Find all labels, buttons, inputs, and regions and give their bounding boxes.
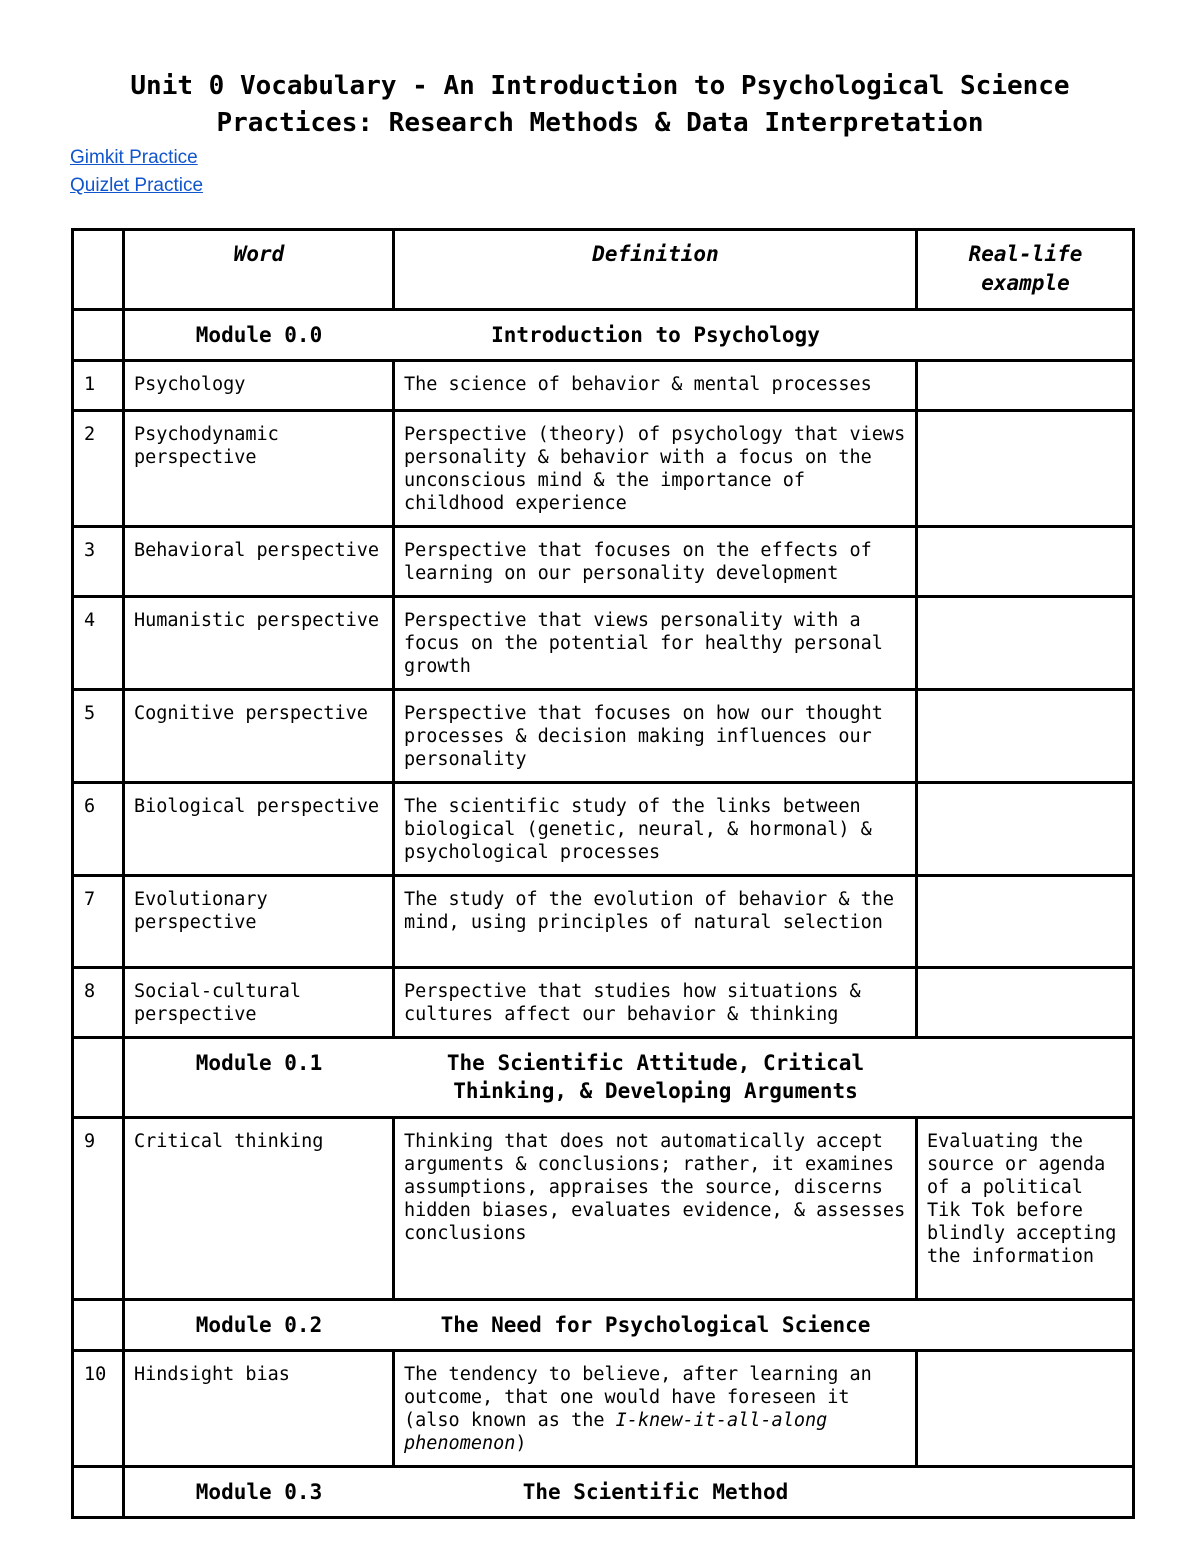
term-word: Biological perspective	[124, 783, 394, 876]
module-label: Module 0.1	[124, 1038, 394, 1118]
term-word: Social-cultural perspective	[124, 968, 394, 1038]
practice-links	[70, 144, 203, 200]
term-example[interactable]: Evaluating the source or agenda of a political Tik Tok before blindly accepting the information	[917, 1118, 1134, 1300]
table-header-row	[73, 230, 1134, 310]
definition-text: The tendency to believe, after learning an outcome, that one would have foreseen it (also known as the	[404, 1364, 872, 1431]
term-number: 5	[73, 690, 124, 783]
term-word: Humanistic perspective	[124, 597, 394, 690]
table-row	[73, 690, 1134, 783]
term-definition: Perspective that focuses on the effects of learning on our personality development	[394, 527, 917, 597]
term-definition: The study of the evolution of behavior & the mind, using principles of natural selection	[394, 876, 917, 968]
module-number-cell	[73, 1038, 124, 1118]
module-example-cell	[917, 1300, 1134, 1351]
table-row	[73, 411, 1134, 527]
module-example-cell	[917, 1038, 1134, 1118]
header-example: Real-life example	[917, 230, 1134, 310]
header-word: Word	[124, 230, 394, 310]
module-row	[73, 1467, 1134, 1518]
term-example[interactable]	[917, 690, 1134, 783]
term-word: Evolutionary perspective	[124, 876, 394, 968]
module-title: The Scientific Method	[394, 1467, 917, 1518]
term-number: 8	[73, 968, 124, 1038]
table-row	[73, 876, 1134, 968]
header-definition: Definition	[394, 230, 917, 310]
term-example[interactable]	[917, 968, 1134, 1038]
term-example[interactable]	[917, 1351, 1134, 1467]
term-word: Critical thinking	[124, 1118, 394, 1300]
module-title: Introduction to Psychology	[394, 310, 917, 361]
term-example[interactable]	[917, 876, 1134, 968]
term-word: Cognitive perspective	[124, 690, 394, 783]
module-title: The Need for Psychological Science	[394, 1300, 917, 1351]
term-word: Psychodynamic perspective	[124, 411, 394, 527]
module-number-cell	[73, 310, 124, 361]
term-example[interactable]	[917, 597, 1134, 690]
term-example[interactable]	[917, 411, 1134, 527]
term-definition: Perspective that views personality with a focus on the potential for healthy personal growth	[394, 597, 917, 690]
term-number: 9	[73, 1118, 124, 1300]
term-number: 2	[73, 411, 124, 527]
term-number: 4	[73, 597, 124, 690]
table-row	[73, 968, 1134, 1038]
term-example[interactable]	[917, 527, 1134, 597]
definition-italic-term: I-knew-it-all-along phenomenon	[404, 1410, 828, 1454]
table-row	[73, 783, 1134, 876]
term-number: 1	[73, 361, 124, 411]
title-line-1: Unit 0 Vocabulary - An Introduction to Psychological Science	[130, 71, 1070, 101]
term-definition: The science of behavior & mental processes	[394, 361, 917, 411]
header-number	[73, 230, 124, 310]
definition-text-end: )	[515, 1433, 527, 1454]
term-number: 6	[73, 783, 124, 876]
title-line-2: Practices: Research Methods & Data Interpretation	[216, 108, 984, 138]
table-row	[73, 597, 1134, 690]
term-example[interactable]	[917, 783, 1134, 876]
module-row	[73, 1038, 1134, 1118]
table-row	[73, 1351, 1134, 1467]
term-example[interactable]	[917, 361, 1134, 411]
module-row	[73, 1300, 1134, 1351]
module-number-cell	[73, 1467, 124, 1518]
term-definition: Thinking that does not automatically accept arguments & conclusions; rather, it examines assumptions, appraises the source, discerns hidden biases, evaluates evidence, & assesses conclusions	[394, 1118, 917, 1300]
term-word: Psychology	[124, 361, 394, 411]
term-number: 3	[73, 527, 124, 597]
module-title: The Scientific Attitude, Critical Thinking, & Developing Arguments	[394, 1038, 917, 1118]
module-label: Module 0.0	[124, 310, 394, 361]
module-row	[73, 310, 1134, 361]
table-row	[73, 1118, 1134, 1300]
module-label: Module 0.3	[124, 1467, 394, 1518]
term-definition: Perspective (theory) of psychology that views personality & behavior with a focus on the unconscious mind & the importance of childhood experience	[394, 411, 917, 527]
vocabulary-table	[71, 228, 1135, 1519]
term-word: Behavioral perspective	[124, 527, 394, 597]
term-definition: Perspective that studies how situations & cultures affect our behavior & thinking	[394, 968, 917, 1038]
module-label: Module 0.2	[124, 1300, 394, 1351]
table-row	[73, 527, 1134, 597]
term-definition: Perspective that focuses on how our thought processes & decision making influences our personality	[394, 690, 917, 783]
term-definition: The scientific study of the links between biological (genetic, neural, & hormonal) & psychological processes	[394, 783, 917, 876]
gimkit-practice-link[interactable]: Gimkit Practice	[70, 147, 198, 168]
module-example-cell	[917, 310, 1134, 361]
document-title	[0, 68, 1200, 142]
term-number: 7	[73, 876, 124, 968]
module-number-cell	[73, 1300, 124, 1351]
table-row	[73, 361, 1134, 411]
module-example-cell	[917, 1467, 1134, 1518]
term-number: 10	[73, 1351, 124, 1467]
term-word: Hindsight bias	[124, 1351, 394, 1467]
quizlet-practice-link[interactable]: Quizlet Practice	[70, 175, 204, 196]
term-definition	[394, 1351, 917, 1467]
